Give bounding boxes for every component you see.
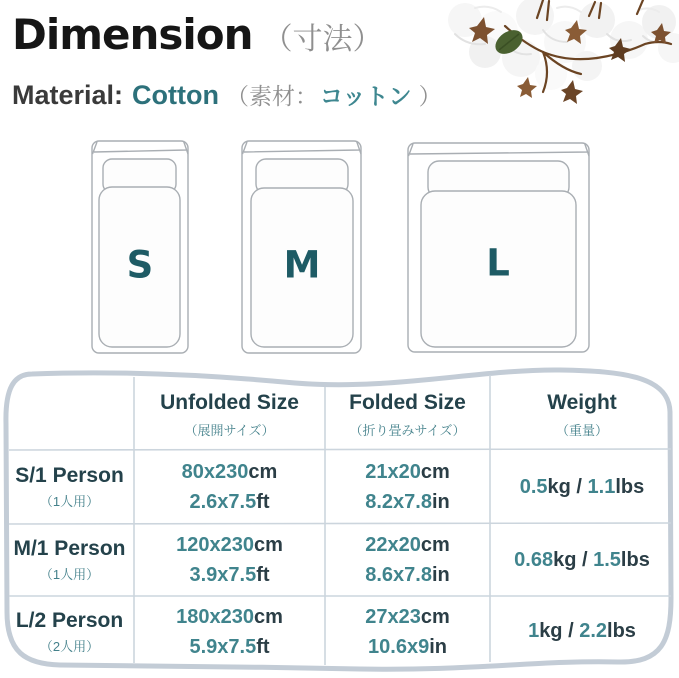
column-header-weight [490,372,674,450]
size-unit: cm [253,605,283,628]
size-unit: cm [420,534,450,556]
size-unit: ft [256,635,270,658]
column-header-label: Unfolded Size [160,391,299,414]
weight-unit: kg / [547,475,588,498]
row-label-m [5,524,134,596]
row-label-s [5,450,134,524]
size-value: 27x23 [365,605,421,628]
column-header-label: Weight [547,391,617,414]
row-name-jp: （2人用） [39,638,100,654]
column-header-jp: （重量） [555,423,608,438]
row-name: M/1 Person [13,537,126,560]
material-value: Cotton [132,80,220,110]
unfolded-size-cell [134,450,325,524]
size-unit: cm [248,461,278,483]
weight-cell [490,524,674,596]
weight-cell [490,596,674,667]
weight-value: 0.68 [514,548,554,571]
title-text: Dimension [12,10,253,59]
size-value: 8.2x7.8 [365,491,432,513]
weight-value: 2.2 [579,620,608,642]
size-unit: in [431,491,450,513]
size-value: 80x230 [181,461,249,483]
unfolded-size-cell [134,596,325,667]
material-jp-close: ） [418,83,442,109]
size-letter-s: S [126,243,154,287]
size-value: 10.6x9 [368,635,430,658]
weight-cell [490,450,674,524]
title-jp-text: （寸法） [262,23,383,56]
size-unit: in [431,564,450,586]
size-value: 5.9x7.5 [189,635,257,658]
material-jp-value: コットン [320,83,412,109]
size-letter-m: M [283,243,321,287]
weight-value: 1.1 [587,475,616,498]
row-name-jp: （1人用） [39,567,100,582]
folded-size-cell [325,596,490,667]
row-name: L/2 Person [15,608,124,632]
size-unit: in [429,635,447,658]
size-value: 180x230 [176,605,254,628]
size-unit: ft [256,491,270,513]
folded-size-cell [325,524,490,596]
weight-unit: lbs [607,620,636,642]
weight-unit: lbs [615,475,645,498]
size-value: 21x20 [365,461,421,483]
weight-unit: lbs [620,548,650,571]
weight-unit: kg / [553,548,594,571]
size-unit: cm [253,534,283,556]
unfolded-size-cell [134,524,325,596]
column-header-label: Folded Size [349,391,466,414]
size-unit: cm [420,461,450,483]
column-header-jp: （展開サイズ） [184,423,275,438]
size-unit: cm [420,605,450,628]
weight-value: 1 [528,620,540,642]
weight-value: 0.5 [519,475,548,498]
size-value: 2.6x7.5 [189,491,257,513]
row-name-jp: （1人用） [39,494,100,509]
size-table [5,372,674,667]
weight-unit: kg / [539,620,580,642]
table-corner-cell [5,372,134,450]
size-value: 8.6x7.8 [365,564,432,586]
row-label-l [5,596,134,667]
size-value: 3.9x7.5 [189,564,257,586]
column-header-jp: （折り畳みサイズ） [349,423,466,438]
size-value: 22x20 [365,534,421,556]
material-jp-open: （素材： [226,83,319,109]
column-header-unfolded [134,372,325,450]
weight-value: 1.5 [593,548,621,571]
folded-size-cell [325,450,490,524]
material-label: Material: [12,80,124,110]
column-header-folded [325,372,490,450]
size-letter-l: L [486,241,510,285]
row-name: S/1 Person [15,464,124,487]
size-value: 120x230 [176,534,254,556]
size-unit: ft [256,564,270,586]
